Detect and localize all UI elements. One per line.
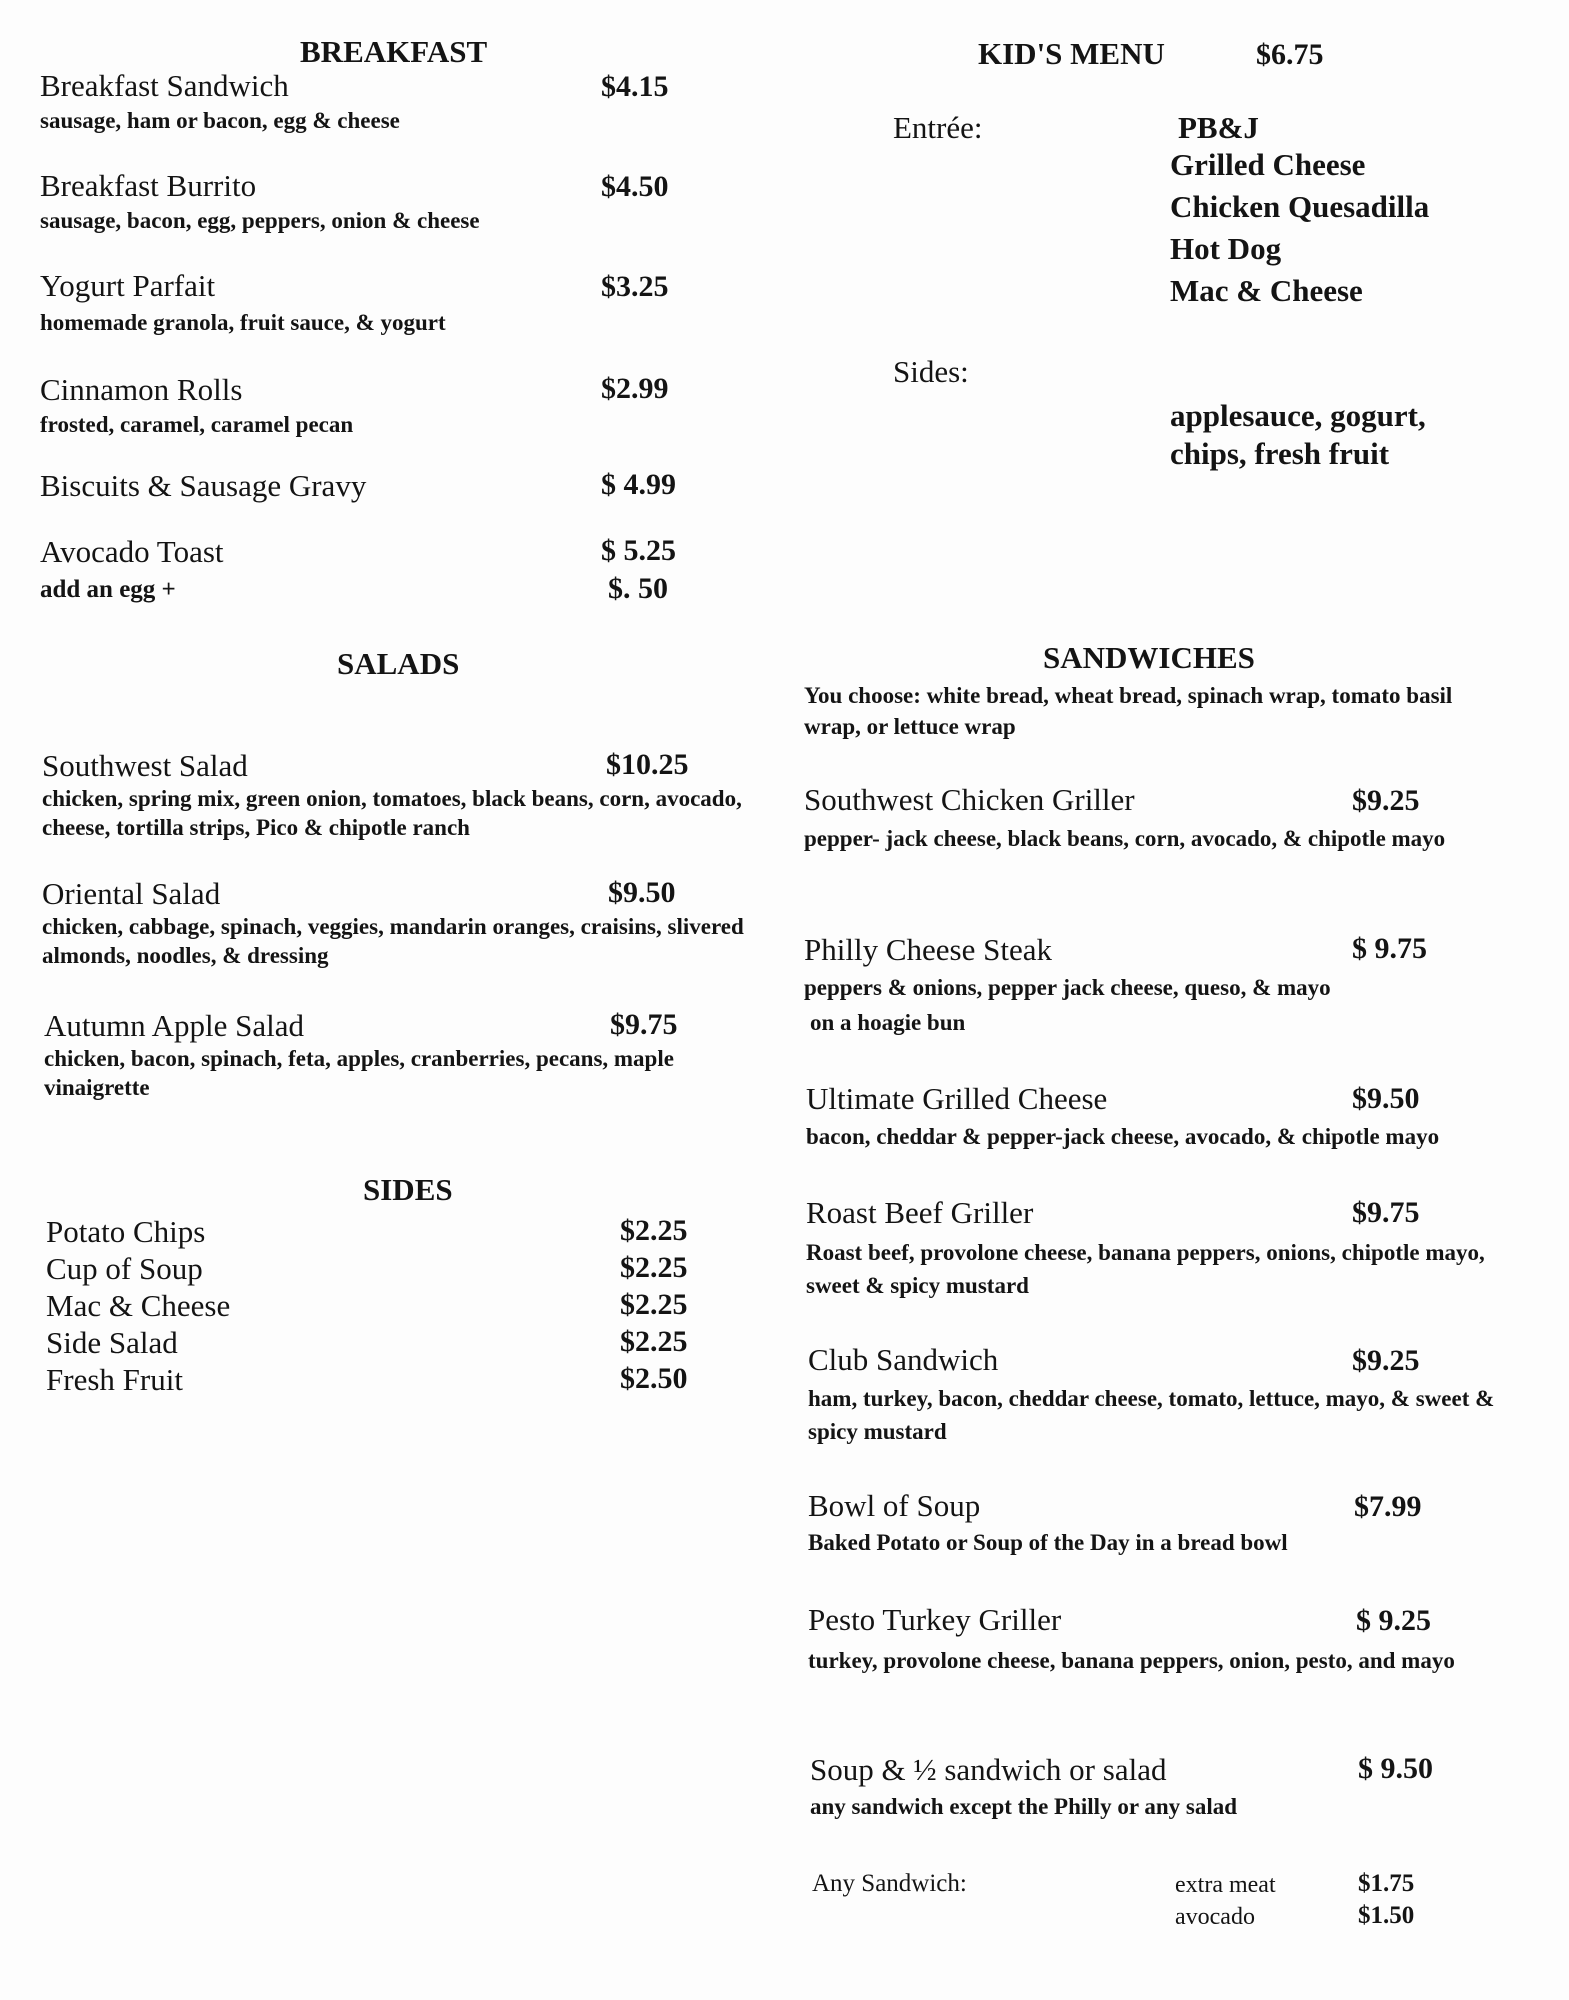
sides-title: SIDES — [363, 1172, 453, 1207]
menu-item-price: $9.25 — [1352, 784, 1420, 817]
menu-item-description: turkey, provolone cheese, banana peppers, onion, pesto, and mayo — [808, 1648, 1455, 1673]
menu-item-description: chicken, spring mix, green onion, tomatoes, black beans, corn, avocado, cheese, tortilla strips, Pico & chipotle ranch — [42, 786, 742, 840]
menu-item-name: Southwest Salad — [42, 748, 248, 783]
menu-item-price: $9.75 — [1352, 1196, 1420, 1229]
side-item-price: $2.25 — [620, 1214, 688, 1247]
extra-price: $1.75 — [1358, 1870, 1415, 1897]
menu-item-price: $7.99 — [1354, 1490, 1422, 1523]
menu-item-name: Bowl of Soup — [808, 1488, 981, 1523]
menu-item-description: homemade granola, fruit sauce, & yogurt — [40, 310, 446, 335]
menu-item-name: Ultimate Grilled Cheese — [806, 1081, 1108, 1116]
sandwiches-title: SANDWICHES — [1043, 640, 1255, 675]
menu-item-description: sausage, bacon, egg, peppers, onion & cheese — [40, 208, 480, 233]
menu-item-description: Roast beef, provolone cheese, banana peppers, onions, chipotle mayo, sweet & spicy mustard — [806, 1240, 1485, 1298]
menu-item-price: $9.75 — [610, 1008, 678, 1041]
menu-item-name: Yogurt Parfait — [40, 268, 216, 303]
extra-name: extra meat — [1175, 1872, 1276, 1898]
menu-item-price: $9.25 — [1352, 1344, 1420, 1377]
sides-label: Sides: — [893, 354, 969, 389]
menu-item-description: pepper- jack cheese, black beans, corn, avocado, & chipotle mayo — [804, 826, 1446, 851]
entree-item: Mac & Cheese — [1170, 273, 1363, 308]
menu-item-price: $ 9.25 — [1356, 1604, 1431, 1637]
menu-item-description: frosted, caramel, caramel pecan — [40, 412, 354, 437]
menu-item-name: Breakfast Sandwich — [40, 68, 289, 103]
menu-item-description: peppers & onions, pepper jack cheese, queso, & mayo — [804, 975, 1331, 1000]
entree-item: Chicken Quesadilla — [1170, 189, 1430, 224]
menu-item-price: $4.50 — [601, 170, 669, 203]
menu-item-description: bacon, cheddar & pepper-jack cheese, avocado, & chipotle mayo — [806, 1124, 1440, 1149]
menu-item-name: Autumn Apple Salad — [44, 1008, 305, 1043]
addon-label: add an egg + — [40, 576, 176, 603]
menu-item-description: sausage, ham or bacon, egg & cheese — [40, 108, 400, 133]
menu-item-name: Biscuits & Sausage Gravy — [40, 468, 367, 503]
kids-sides-line: chips, fresh fruit — [1170, 436, 1390, 471]
menu-item-name: Avocado Toast — [40, 534, 224, 569]
menu-item-price: $ 9.50 — [1358, 1752, 1433, 1785]
addon-price: $. 50 — [608, 572, 668, 605]
side-item-price: $2.50 — [620, 1362, 688, 1395]
menu-item-price: $9.50 — [608, 876, 676, 909]
entree-label: Entrée: — [893, 110, 983, 145]
menu-item-description: ham, turkey, bacon, cheddar cheese, tomato, lettuce, mayo, & sweet & spicy mustard — [808, 1386, 1495, 1444]
menu-item-description: chicken, bacon, spinach, feta, apples, cranberries, pecans, maple vinaigrette — [44, 1046, 674, 1100]
menu-item-description-extra: on a hoagie bun — [810, 1010, 966, 1035]
menu-item-description: chicken, cabbage, spinach, veggies, mandarin oranges, craisins, slivered almonds, noodles, & dressing — [42, 914, 744, 968]
menu-item-price: $9.50 — [1352, 1082, 1420, 1115]
entree-item: PB&J — [1178, 110, 1259, 145]
menu-item-name: Soup & ½ sandwich or salad — [810, 1752, 1167, 1787]
side-item-name: Mac & Cheese — [46, 1288, 231, 1323]
menu-item-price: $2.99 — [601, 372, 669, 405]
side-item-price: $2.25 — [620, 1288, 688, 1321]
extra-price: $1.50 — [1358, 1902, 1415, 1929]
menu-item-name: Breakfast Burrito — [40, 168, 257, 203]
menu-item-description: any sandwich except the Philly or any salad — [810, 1794, 1238, 1819]
kids-menu-price: $6.75 — [1256, 38, 1324, 71]
kids-menu-title: KID'S MENU — [978, 36, 1165, 71]
extras-label: Any Sandwich: — [812, 1870, 967, 1897]
menu-item-name: Oriental Salad — [42, 876, 221, 911]
menu-item-name: Roast Beef Griller — [806, 1195, 1034, 1230]
menu-item-name: Pesto Turkey Griller — [808, 1602, 1062, 1637]
menu-item-name: Southwest Chicken Griller — [804, 782, 1135, 817]
salads-title: SALADS — [337, 646, 460, 681]
menu-item-price: $3.25 — [601, 270, 669, 303]
side-item-price: $2.25 — [620, 1251, 688, 1284]
menu-item-name: Philly Cheese Steak — [804, 932, 1052, 967]
menu-item-name: Club Sandwich — [808, 1342, 999, 1377]
side-item-price: $2.25 — [620, 1325, 688, 1358]
menu-item-price: $ 9.75 — [1352, 932, 1427, 965]
menu-item-name: Cinnamon Rolls — [40, 372, 243, 407]
side-item-name: Side Salad — [46, 1325, 178, 1360]
menu-item-price: $ 5.25 — [601, 534, 676, 567]
menu-item-price: $10.25 — [606, 748, 689, 781]
menu-item-price: $4.15 — [601, 70, 669, 103]
side-item-name: Potato Chips — [46, 1214, 206, 1249]
side-item-name: Cup of Soup — [46, 1251, 203, 1286]
entree-item: Grilled Cheese — [1170, 147, 1366, 182]
breakfast-title: BREAKFAST — [300, 34, 488, 69]
menu-item-description: Baked Potato or Soup of the Day in a bread bowl — [808, 1530, 1288, 1555]
menu-item-price: $ 4.99 — [601, 468, 676, 501]
entree-item: Hot Dog — [1170, 231, 1282, 266]
bread-choice-note: You choose: white bread, wheat bread, spinach wrap, tomato basil wrap, or lettuce wrap — [804, 683, 1453, 739]
extra-name: avocado — [1175, 1904, 1255, 1930]
side-item-name: Fresh Fruit — [46, 1362, 183, 1397]
kids-sides-line: applesauce, gogurt, — [1170, 398, 1426, 433]
